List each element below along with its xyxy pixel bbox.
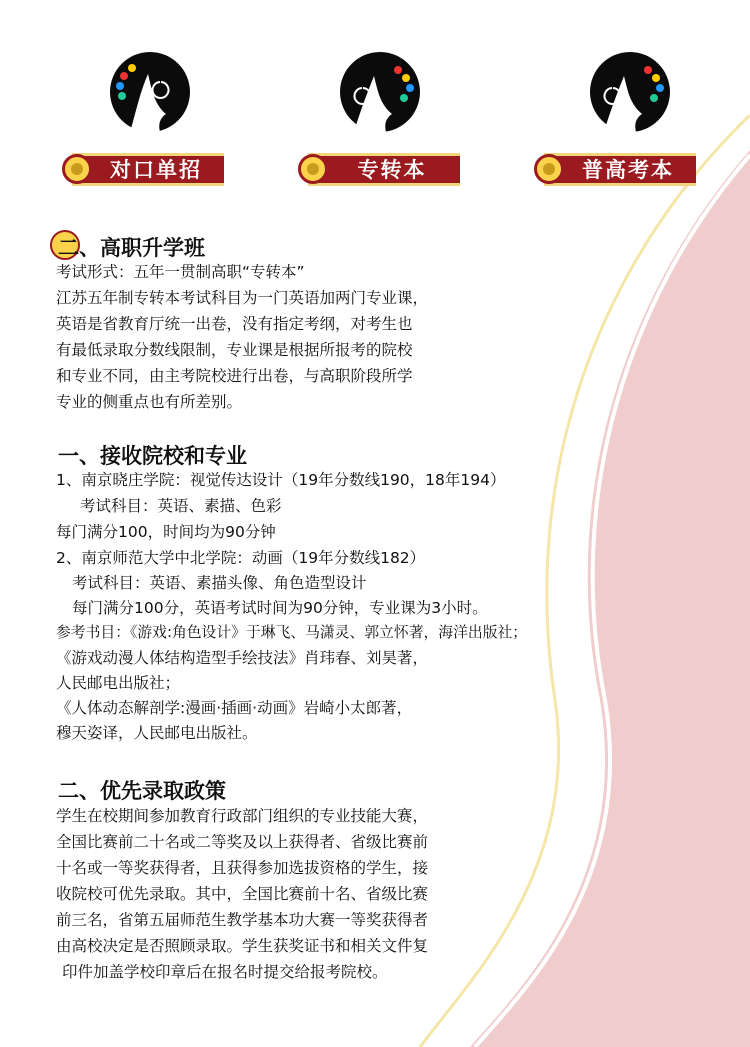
section-heading-schools: 一、接收院校和专业 [58, 444, 247, 468]
intro-line: 英语是省教育厅统一出卷，没有指定考纲，对考生也 [56, 315, 413, 333]
schools-line: 每门满分100，时间均为90分钟 [56, 523, 276, 541]
school-emblem-icon [340, 52, 420, 132]
intro-line: 和专业不同，由主考院校进行出卷，与高职阶段所学 [56, 367, 413, 385]
schools-line: 考试科目：英语、素描头像、角色造型设计 [72, 574, 367, 592]
intro-line: 专业的侧重点也有所差别。 [56, 393, 243, 411]
schools-line: 《游戏动漫人体结构造型手绘技法》肖玮春、刘昊著， [56, 649, 429, 667]
intro-line: 考试形式：五年一贯制高职“专转本” [56, 263, 305, 281]
tab-label: 专转本 [357, 158, 427, 182]
policy-line: 十名或一等奖获得者，且获得参加选拔资格的学生，接 [56, 859, 429, 877]
schools-line: 1、南京晓庄学院：视觉传达设计（19年分数线190，18年194） [56, 471, 506, 489]
section-heading-intro: 二、高职升学班 [58, 236, 205, 260]
schools-line: 穆天姿译，人民邮电出版社。 [56, 724, 258, 742]
school-emblem-icon [110, 52, 190, 132]
intro-line: 江苏五年制专转本考试科目为一门英语加两门专业课， [56, 289, 429, 307]
policy-line: 前三名，省第五届师范生教学基本功大赛一等奖获得者 [56, 911, 429, 929]
intro-line: 有最低录取分数线限制，专业课是根据所报考的院校 [56, 341, 413, 359]
section-heading-policy: 二、优先录取政策 [58, 779, 226, 803]
policy-line: 全国比赛前二十名或二等奖及以上获得者、省级比赛前 [56, 833, 429, 851]
tab-zhuan-zhuan-ben[interactable] [298, 150, 460, 188]
tab-dui-kou-dan-zhao[interactable] [62, 150, 224, 188]
tab-label: 普高考本 [582, 158, 674, 182]
schools-line: 2、南京师范大学中北学院：动画（19年分数线182） [56, 549, 426, 567]
schools-line: 参考书目：《游戏:角色设计》于琳飞、马潇灵、郭立怀著，海洋出版社； [56, 624, 528, 641]
policy-line: 学生在校期间参加教育行政部门组织的专业技能大赛， [56, 807, 429, 825]
schools-line: 人民邮电出版社； [56, 674, 181, 692]
tab-pu-gao-kao-ben[interactable] [534, 150, 696, 188]
policy-line: 收院校可优先录取。其中，全国比赛前十名、省级比赛 [56, 885, 429, 903]
policy-line: 印件加盖学校印章后在报名时提交给报考院校。 [62, 963, 388, 981]
policy-line: 由高校决定是否照顾录取。学生获奖证书和相关文件复 [56, 937, 429, 955]
schools-line: 《人体动态解剖学:漫画·插画·动画》岩崎小太郎著， [56, 699, 413, 717]
tab-label: 对口单招 [110, 158, 202, 182]
school-emblem-icon [590, 52, 670, 132]
schools-line: 考试科目：英语、素描、色彩 [80, 497, 282, 515]
schools-line: 每门满分100分，英语考试时间为90分钟，专业课为3小时。 [72, 599, 488, 617]
